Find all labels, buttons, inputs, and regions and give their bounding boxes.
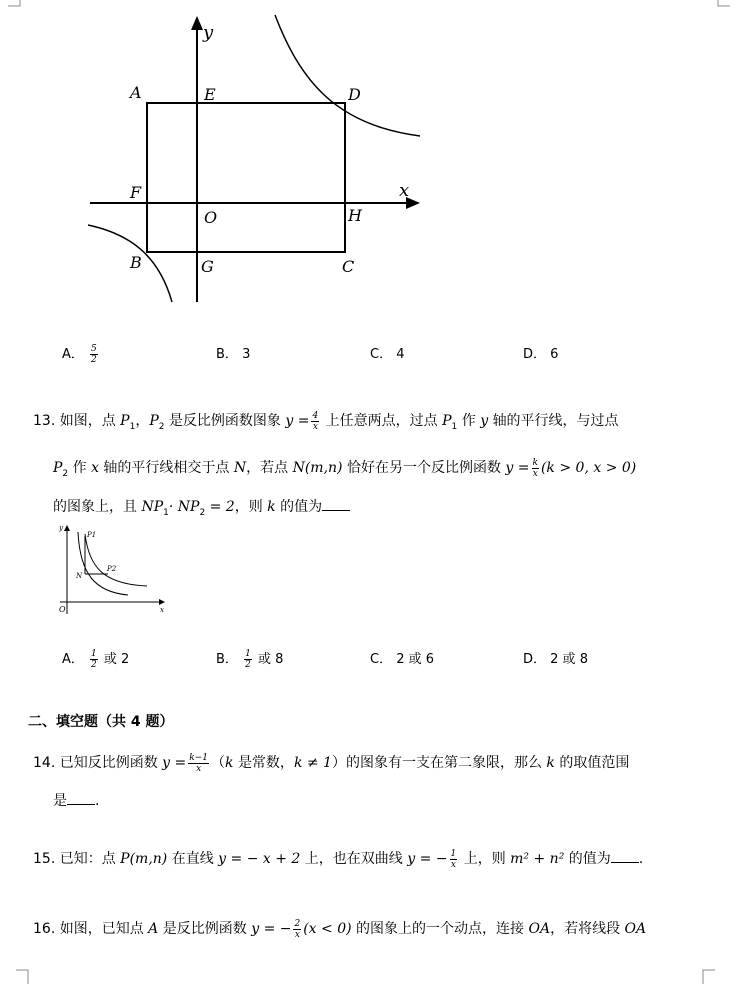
text: ，若点 [246,460,289,476]
frac-num: 2 [294,918,301,929]
y-axis-arrow [64,525,70,531]
math: y = [505,460,530,476]
answer-blank[interactable] [322,498,350,511]
q13-option-c[interactable] [370,648,434,667]
text: ，若将线段 [550,921,621,937]
frac-num: 5 [91,344,97,354]
fraction [311,411,319,432]
q12-option-b[interactable] [216,343,250,362]
var-N: N [233,460,247,476]
corner-mark-bottom-left [16,966,34,984]
y-axis-arrow [191,16,203,30]
math: N(m,n) [292,460,343,476]
answer-blank[interactable] [611,850,639,863]
text: 是反比例函数 [162,921,247,937]
label-N: N [76,572,83,580]
text: 上任意两点，过点 [325,413,438,429]
q14-line-2 [53,790,99,810]
q13-line-2 [53,457,636,479]
rectangle-ABCD [147,103,345,252]
frac-num: 4 [312,410,319,421]
var-P: P [149,413,159,429]
var-k: k [267,499,276,515]
question-number: 16. [33,921,56,937]
q14-line-1 [33,752,629,774]
q13-option-d[interactable] [523,648,588,667]
frac-den: x [532,468,538,479]
question-number: 15. [33,851,56,867]
label-D: D [348,85,361,104]
q13-option-a[interactable] [62,648,129,670]
q12-option-a[interactable] [62,343,100,365]
option-text: 3 [242,347,251,362]
fraction [532,458,539,479]
text: 已知：点 [59,851,116,867]
fraction [90,649,98,670]
var-A: A [148,921,159,937]
figure-13-graph [55,522,170,617]
math: = 2 [209,499,235,515]
var-P: P [442,413,452,429]
text: 是常数， [237,755,294,771]
frac-den: 2 [91,660,97,670]
text: 上，也在双曲线 [304,851,403,867]
q13-option-b[interactable] [216,648,283,670]
text: 已知反比例函数 [59,755,158,771]
text: 的值为 [280,499,323,515]
math: OA [624,921,647,937]
text: 的图象上，且 [53,499,137,515]
x-axis-arrow [159,599,165,605]
text: 如图，点 [59,413,116,429]
frac-den: x [196,763,202,774]
text: 的图象上的一个动点，连接 [356,921,525,937]
q13-line-1 [33,410,619,432]
text: （ [211,755,225,771]
option-letter: C． [370,347,393,362]
text: 在直线 [171,851,214,867]
q13-line-3 [53,496,350,518]
label-x: x [399,180,410,201]
section-title: 二、填空题（共 4 题） [28,714,174,730]
q12-option-c[interactable] [370,343,405,362]
curve-y-4-over-x [85,534,147,586]
text: ）的图象有一支在第二象限，那么 [331,755,542,771]
label-C: C [342,257,355,276]
text: 如图，已知点 [59,921,144,937]
sub: 1 [129,421,136,432]
option-letter: D． [523,652,547,667]
var-P: P [120,413,130,429]
label-B: B [130,253,142,272]
label-H: H [348,206,362,225]
q15-line-1 [33,848,643,870]
text: ， [135,413,150,429]
sub: 1 [451,421,458,432]
var-P: P [53,460,63,476]
math: y = [162,755,187,771]
math: NP [141,499,164,515]
text: 的取值范围 [559,755,630,771]
text: 轴的平行线，与过点 [492,413,619,429]
corner-mark-top-right [712,0,730,18]
frac-den: x [312,421,318,432]
var-k: k [225,755,234,771]
label-y: y [59,524,63,532]
frac-den: 2 [91,355,97,365]
math: (x < 0) [303,921,352,937]
option-text: 或 2 [103,652,130,667]
math: k ≠ 1 [293,755,332,771]
option-text: 2 或 6 [396,652,435,667]
option-letter: C． [370,652,393,667]
option-text: 4 [396,347,405,362]
option-letter: B． [216,652,238,667]
question-number: 13. [33,413,56,429]
q12-option-d[interactable] [523,343,558,362]
text: 是反比例函数图象 [168,413,281,429]
math: m² + n² [510,851,565,867]
fraction [293,919,301,940]
option-text: 6 [550,347,559,362]
text: 作 [72,460,87,476]
label-A: A [130,83,142,102]
question-number: 14. [33,755,56,771]
sub: 2 [62,468,69,479]
label-x: x [160,606,164,614]
option-letter: A． [62,347,84,362]
label-E: E [204,85,216,104]
frac-num: 1 [245,649,251,659]
text: 恰好在另一个反比例函数 [346,460,501,476]
frac-num: k−1 [189,752,208,763]
corner-mark-bottom-right [697,966,715,984]
var-k: k [546,755,555,771]
frac-den: x [294,929,300,940]
option-letter: A． [62,652,84,667]
figure-12-graph [80,10,430,310]
option-letter: B． [216,347,238,362]
frac-num: 1 [450,848,457,859]
text: 是 [53,793,67,809]
math: (k > 0, x > 0) [540,460,637,476]
label-F: F [130,183,142,202]
math: P(m,n) [120,851,168,867]
frac-den: 2 [245,660,251,670]
math: · NP [168,499,200,515]
hyperbola-branch-1 [275,15,420,136]
text: . [638,851,644,867]
label-O: O [204,208,218,227]
label-P1: P1 [87,531,97,539]
text: . [95,793,100,809]
frac-num: k [532,457,538,468]
math: y = [285,413,310,429]
option-letter: D． [523,347,547,362]
option-text: 2 或 8 [550,652,588,667]
text: 上，则 [463,851,506,867]
math: y = − [251,921,292,937]
text: 作 [461,413,476,429]
math: y = − x + 2 [218,851,301,867]
frac-num: 1 [91,649,97,659]
option-text: 或 8 [257,652,284,667]
text: ，则 [234,499,263,515]
text: 轴的平行线相交于点 [103,460,230,476]
label-G: G [201,257,214,276]
math: OA [528,921,551,937]
corner-mark-top-left [8,0,26,18]
var-y: y [480,413,489,429]
q16-line-1 [33,918,646,940]
fraction [90,344,98,365]
fraction [450,849,458,870]
text: 的值为 [568,851,611,867]
math: y = − [407,851,448,867]
label-y: y [203,22,214,43]
fraction [244,649,252,670]
sub: 1 [163,507,169,518]
fraction [188,753,209,774]
var-x: x [91,460,99,476]
sub: 2 [158,421,165,432]
answer-blank[interactable] [67,792,95,805]
frac-den: x [450,859,456,870]
label-O: O [59,605,66,614]
sub: 2 [199,507,206,518]
label-P2: P2 [107,565,117,573]
